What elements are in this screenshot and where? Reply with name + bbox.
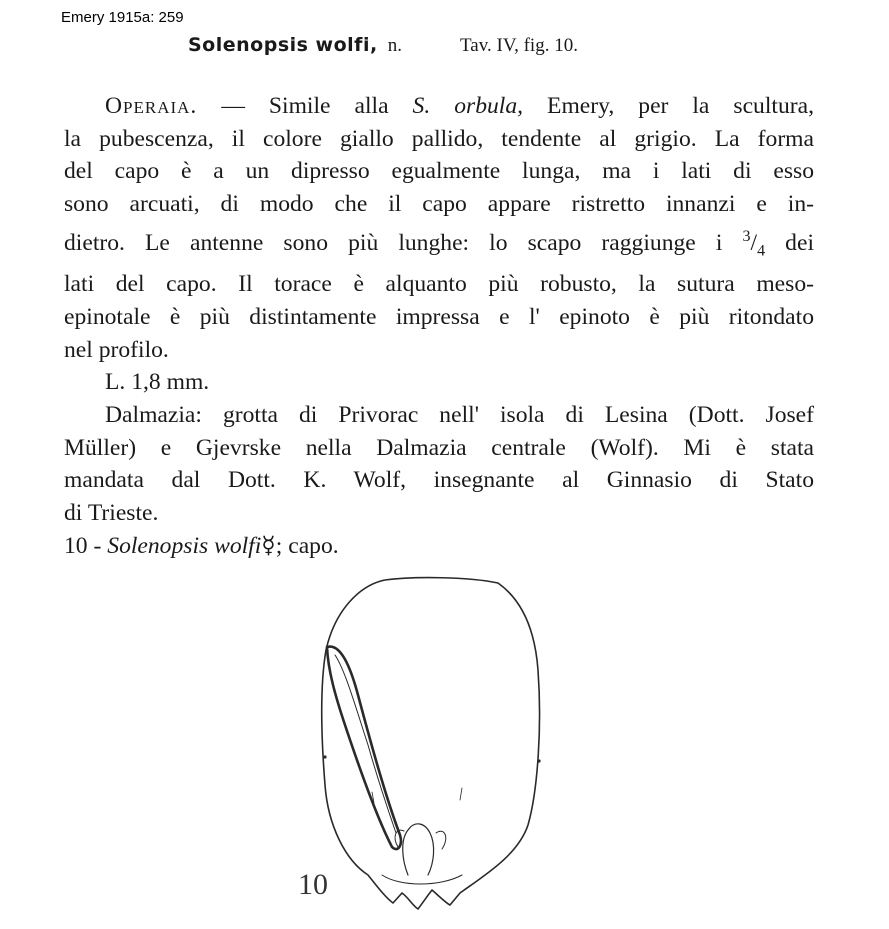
scape-inner <box>335 655 396 833</box>
clypeal-margin <box>382 875 462 884</box>
text-fragment: dei <box>785 229 814 256</box>
text-line: lati del capo. Il torace è alquanto più robusto, la sutura meso- <box>64 271 814 298</box>
caption-number: 10 - <box>64 533 102 559</box>
nova-mark: n. <box>387 35 402 56</box>
text-fragment: — Simile alla <box>221 93 389 119</box>
text-line <box>64 90 814 123</box>
text-line: del capo è a un dipresso egualmente lunga, ma i lati di esso <box>64 158 814 185</box>
fraction-slash: / <box>750 229 758 256</box>
text-fragment: Emery, per la scultura, <box>547 93 814 119</box>
worker-symbol: ☿ <box>261 533 276 559</box>
text-line: sono arcuati, di modo che il capo appare ristretto innanzi e in- <box>64 191 814 218</box>
caption-part: ; capo. <box>275 533 339 559</box>
figure-number: 10 <box>298 868 328 901</box>
eye-left <box>323 755 326 758</box>
clypeus <box>403 824 434 875</box>
text-line: la pubescenza, il colore giallo pallido, tendente al grigio. La forma <box>64 125 814 152</box>
fraction-denominator: 4 <box>757 242 766 260</box>
head-outline <box>322 578 540 909</box>
figure-caption <box>64 531 339 560</box>
head-illustration <box>290 575 560 910</box>
text-line: Müller) e Gjevrske nella Dalmazia centrale (Wolf). Mi è stata <box>64 434 814 461</box>
caption-species: Solenopsis wolfi <box>107 533 262 559</box>
species-heading <box>188 34 578 57</box>
frontal-lobe-right <box>436 831 446 849</box>
text-line: epinotale è più distintamente impressa e l' epinoto è più ritondato <box>64 303 814 330</box>
scape-outer <box>327 647 401 850</box>
text-line: di Trieste. <box>64 500 159 527</box>
citation-label: Emery 1915a: 259 <box>61 9 184 26</box>
species-name: Solenopsis wolfi, <box>188 34 378 56</box>
text-fragment: S. orbula, <box>412 93 524 119</box>
eye-right <box>537 759 540 762</box>
text-fragment: dietro. Le antenne sono più lunghe: lo scapo raggiunge i <box>64 229 723 256</box>
fraction-numerator: 3 <box>742 227 751 245</box>
text-line: nel profilo. <box>64 336 169 363</box>
plate-reference: Tav. IV, fig. 10. <box>460 35 578 56</box>
measurement: L. 1,8 mm. <box>105 369 210 396</box>
caste-label: Operaia. <box>105 93 198 119</box>
text-line: mandata dal Dott. K. Wolf, insegnante al Ginnasio di Stato <box>64 467 814 494</box>
description-paragraph <box>64 90 814 530</box>
text-line <box>64 221 814 268</box>
text-line: Dalmazia: grotta di Privorac nell' isola di Lesina (Dott. Josef <box>105 401 814 428</box>
